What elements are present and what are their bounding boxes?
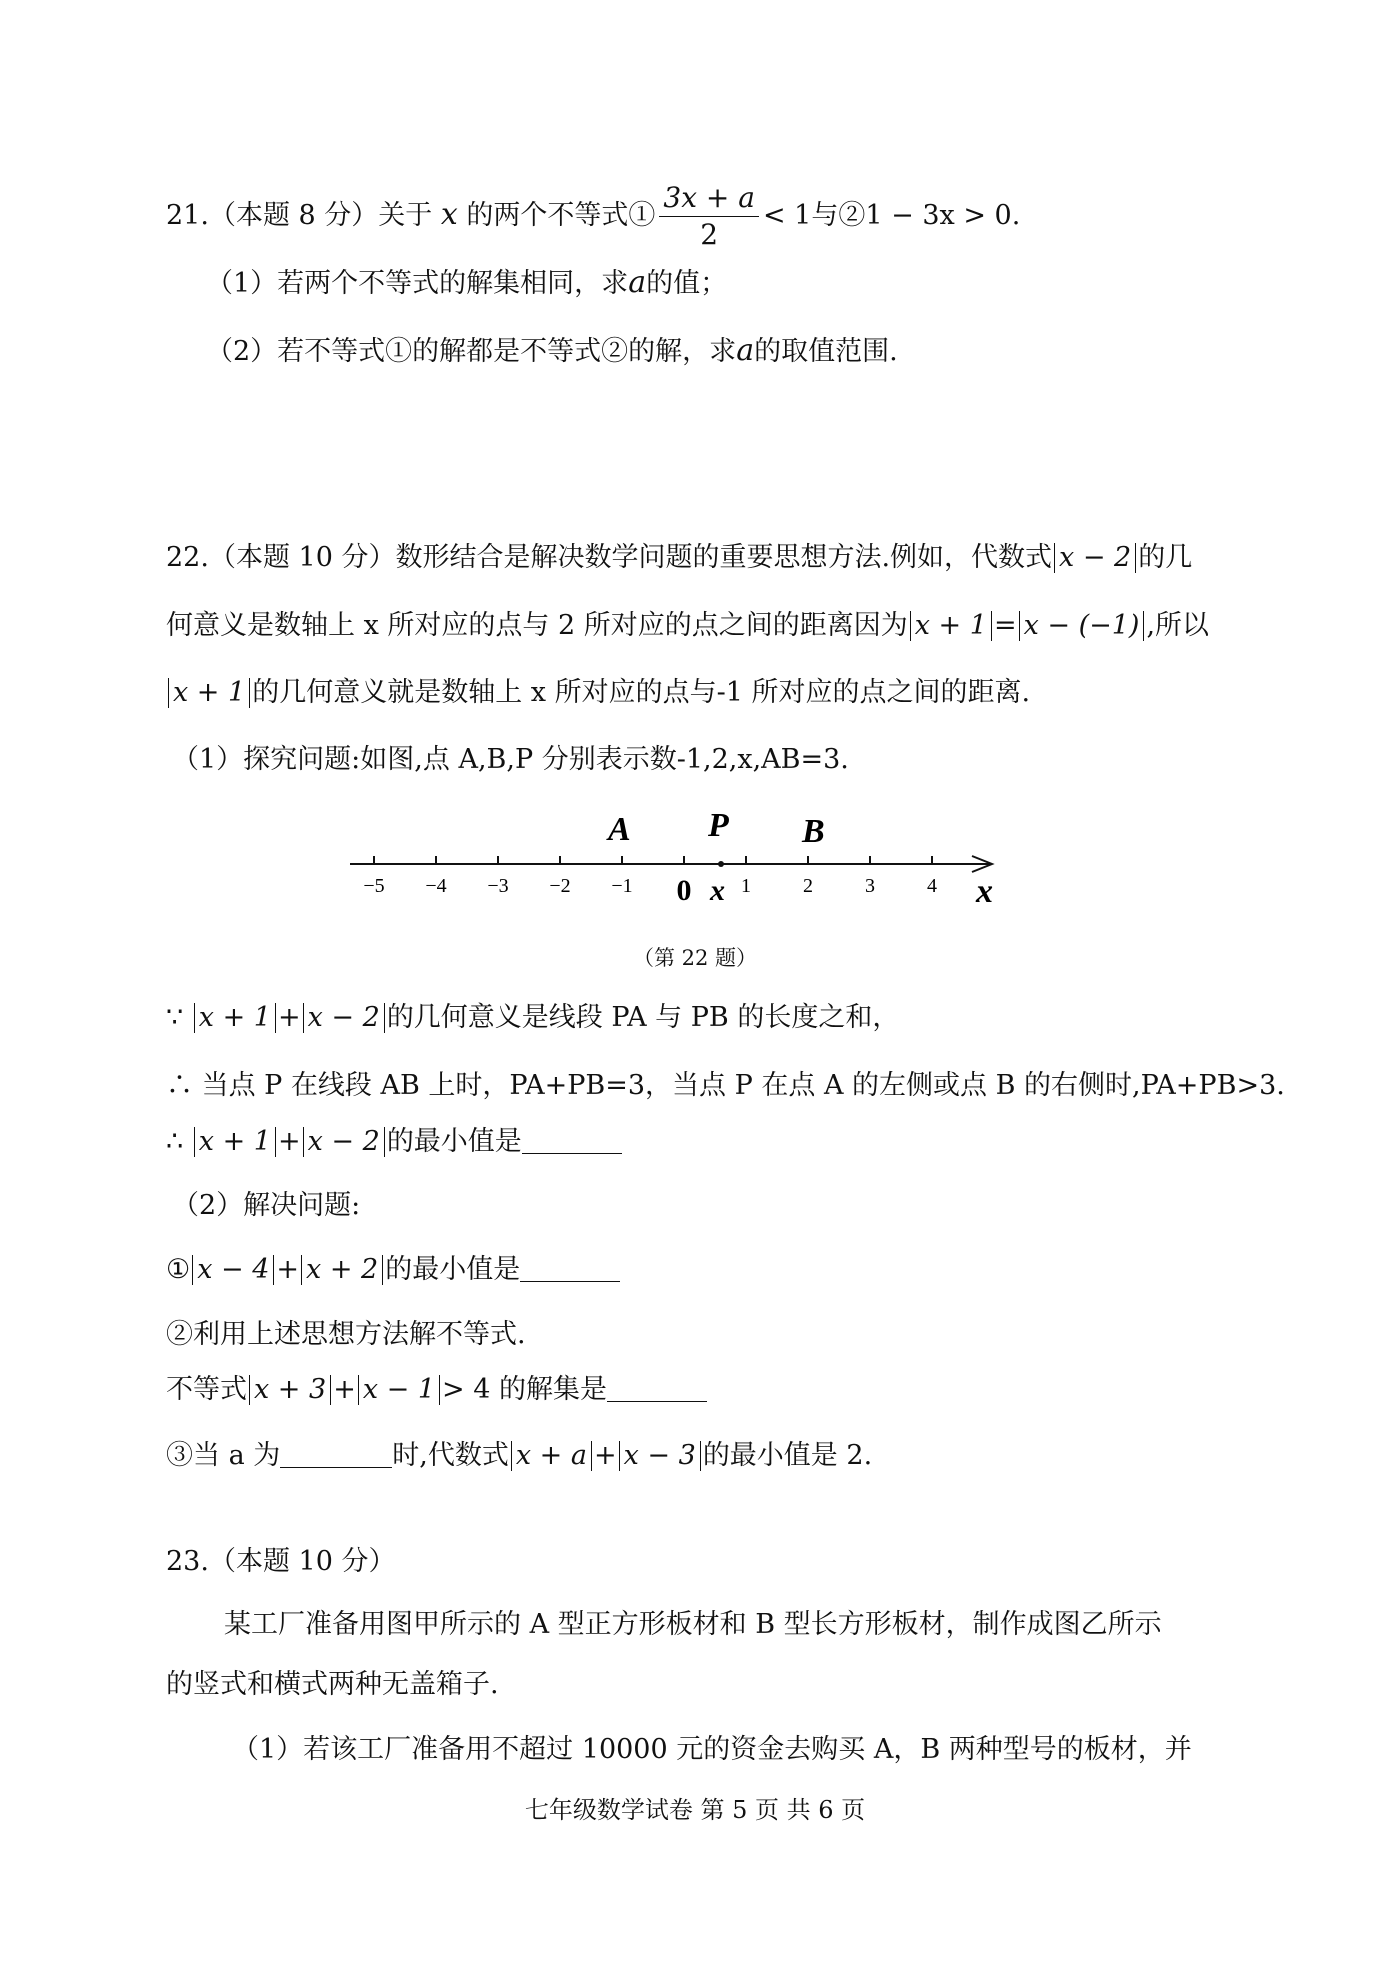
tick-label: −1 (611, 875, 633, 897)
q22-line1: 22.（本题 10 分）数形结合是解决数学问题的重要思想方法.例如，代数式 x − 2 的几 (166, 542, 1193, 573)
fraction: $\frac{3x + a}{2}$ (659, 180, 759, 253)
number-line-figure (340, 800, 1020, 920)
q22-sub3: ③当 a 为 时,代数式 x + a + x − 3 的最小值是 2. (166, 1440, 873, 1471)
figure-caption: （第 22 题） (632, 946, 758, 970)
answer-blank[interactable] (280, 1441, 392, 1468)
q21-part1: （1）若两个不等式的解集相同，求a的值； (206, 265, 728, 300)
tick-label: 1 (741, 875, 751, 897)
q22-because: ∵ x + 1 + x − 2 的几何意义是线段 PA 与 PB 的长度之和， (166, 1002, 900, 1033)
q22-line2: 何意义是数轴上 x 所对应的点与 2 所对应的点之间的距离因为 x + 1 = x − (−1) ,所以 (166, 610, 1210, 641)
page-footer: 七年级数学试卷 第 5 页 共 6 页 (524, 1796, 866, 1824)
tick-label: −2 (549, 875, 571, 897)
q22-therefore1: ∴ 当点 P 在线段 AB 上时，PA+PB=3，当点 P 在点 A 的左侧或点 B 的右侧时,PA+PB>3. (166, 1070, 1285, 1101)
tick-label: −5 (363, 875, 385, 897)
point-label-p: P (708, 807, 729, 844)
point-label-a: A (608, 811, 631, 848)
answer-blank[interactable] (522, 1127, 622, 1154)
q22-part2: （2）解决问题: (172, 1190, 361, 1221)
answer-blank[interactable] (520, 1255, 620, 1282)
tick-label: 0 (676, 874, 692, 907)
q23-title: 23.（本题 10 分） (166, 1546, 396, 1577)
q23-para2: 的竖式和横式两种无盖箱子. (166, 1669, 499, 1700)
tick-label: 3 (865, 875, 875, 897)
x-under-p: x (710, 874, 725, 907)
q21-part2: （2）若不等式①的解都是不等式②的解，求a的取值范围. (206, 333, 898, 368)
point-p-dot (718, 861, 724, 867)
q22-sub1: ① x − 4 + x + 2 的最小值是 (166, 1250, 620, 1290)
q22-sub2-line2: 不等式 x + 3 + x − 1 > 4 的解集是 (166, 1370, 707, 1410)
tick-label: −4 (425, 875, 447, 897)
tick-label: −3 (487, 875, 509, 897)
q23-para1: 某工厂准备用图甲所示的 A 型正方形板材和 B 型长方形板材，制作成图乙所示 (224, 1609, 1162, 1640)
q22-line3: x + 1 的几何意义就是数轴上 x 所对应的点与-1 所对应的点之间的距离. (166, 673, 1030, 713)
q23-part1: （1）若该工厂准备用不超过 10000 元的资金去购买 A，B 两种型号的板材，并 (232, 1734, 1192, 1765)
axis-label-x: x (976, 873, 993, 910)
answer-blank[interactable] (607, 1375, 707, 1402)
q22-therefore2: ∴ x + 1 + x − 2 的最小值是 (166, 1122, 622, 1162)
q21-stem: 21.（本题 8 分）关于 x 的两个不等式① $\frac{3x + a}{2}$ < 1与②1 − 3x > 0. (166, 181, 1021, 251)
tick-label: 4 (927, 875, 937, 897)
q22-sub2-line1: ②利用上述思想方法解不等式. (166, 1319, 526, 1350)
point-label-b: B (802, 813, 825, 850)
q22-part1: （1）探究问题:如图,点 A,B,P 分别表示数-1,2,x,AB=3. (172, 744, 849, 775)
tick-label: 2 (803, 875, 813, 897)
